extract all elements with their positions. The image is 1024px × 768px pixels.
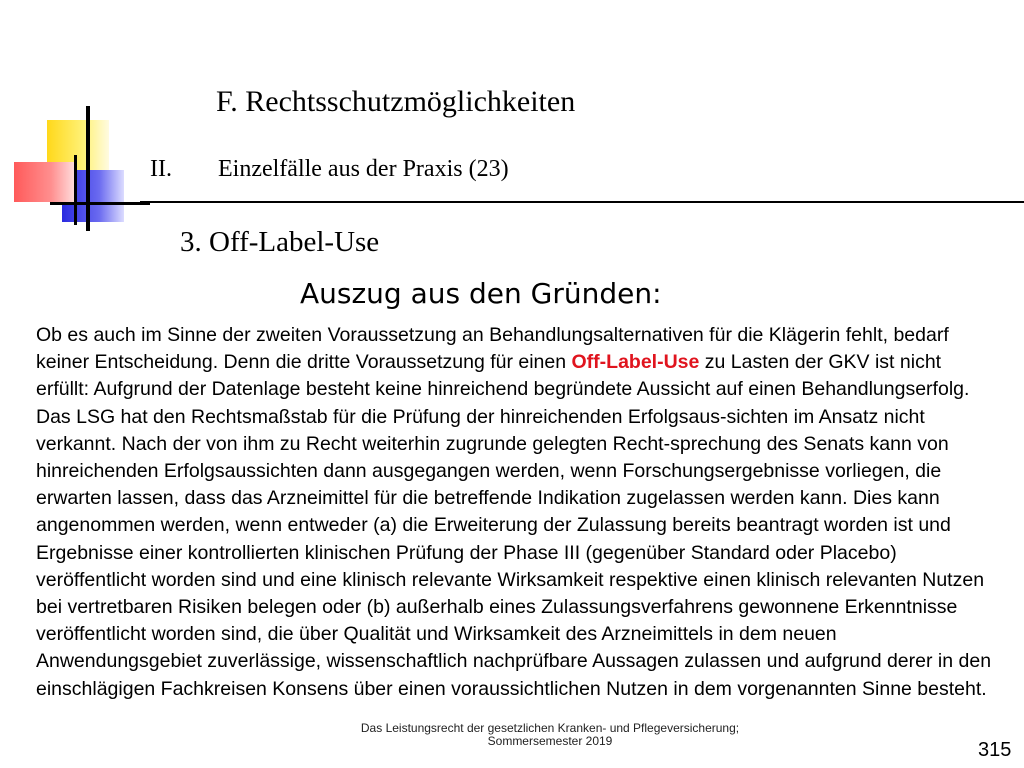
subtitle-number: II.	[150, 156, 172, 182]
logo-vertical-line	[86, 106, 90, 231]
subtitle-text: Einzelfälle aus der Praxis (23)	[218, 156, 509, 182]
title-divider	[140, 201, 1024, 203]
logo-vertical-line-short	[74, 155, 77, 225]
slide-footer	[300, 722, 800, 748]
footer-line-2: Sommersemester 2019	[487, 734, 613, 748]
body-text-part2: zu Lasten der GKV ist nicht erfüllt: Aufgrund der Datenlage besteht keine hinreichend begründete Aussicht auf einen Behandlungserfolg. Das LSG hat den Rechtsmaßstab für die Prüfung der hinreichenden Erfolgsaus-sichten im Ansatz nicht verkannt. Nach der von ihm zu Recht weiterhin zugrunde gelegten Recht-sprechung des Senats kann von hinreichenden Erfolgsaussichten dann ausgegangen werden, wenn Forschungsergebnisse vorliegen, die erwarten lassen, dass das Arzneimittel für die betreffende Indikation zugelassen werden kann. Dies kann angenommen werden, wenn entweder (a) die Erweiterung der Zulassung bereits beantragt worden ist und Ergebnisse einer kontrollierten klinischen Prüfung der Phase III (gegenüber Standard oder Placebo) veröffentlicht worden sind und eine klinisch relevante Wirksamkeit respektive einen klinisch relevanten Nutzen bei vertretbaren Risiken belegen oder (b) außerhalb eines Zulassungsverfahrens gewonnene Erkenntnisse veröffentlicht worden sind, die über Qualität und Wirksamkeit des Arzneimittels in dem neuen Anwendungsgebiet zuverlässige, wissenschaftlich nachprüfbare Aussagen zulassen und aufgrund derer in den einschlägigen Fachkreisen Konsens über einen voraussichtlichen Nutzen in dem vorgenannten Sinne besteht.	[36, 351, 992, 700]
excerpt-body	[36, 322, 996, 703]
slide-title: F. Rechtsschutzmöglichkeiten	[216, 85, 576, 118]
off-label-highlight: Off-Label-Use	[571, 351, 700, 374]
slide-subtitle	[150, 154, 509, 184]
page-number: 315	[978, 739, 1012, 761]
body-text-part1: Ob es auch im Sinne der zweiten Voraussetzung an Behandlungsalternativen für die Klägerin fehlt, bedarf keiner Entscheidung. Denn die dritte Voraussetzung für einen	[36, 324, 949, 374]
footer-line-1: Das Leistungsrecht der gesetzlichen Kranken- und Pflegeversicherung;	[360, 721, 740, 735]
logo-red-square	[14, 162, 76, 202]
section-title: 3. Off-Label-Use	[180, 226, 380, 258]
excerpt-heading: Auszug aus den Gründen:	[300, 277, 662, 310]
decorative-logo	[0, 100, 150, 235]
logo-horizontal-line	[50, 202, 150, 205]
